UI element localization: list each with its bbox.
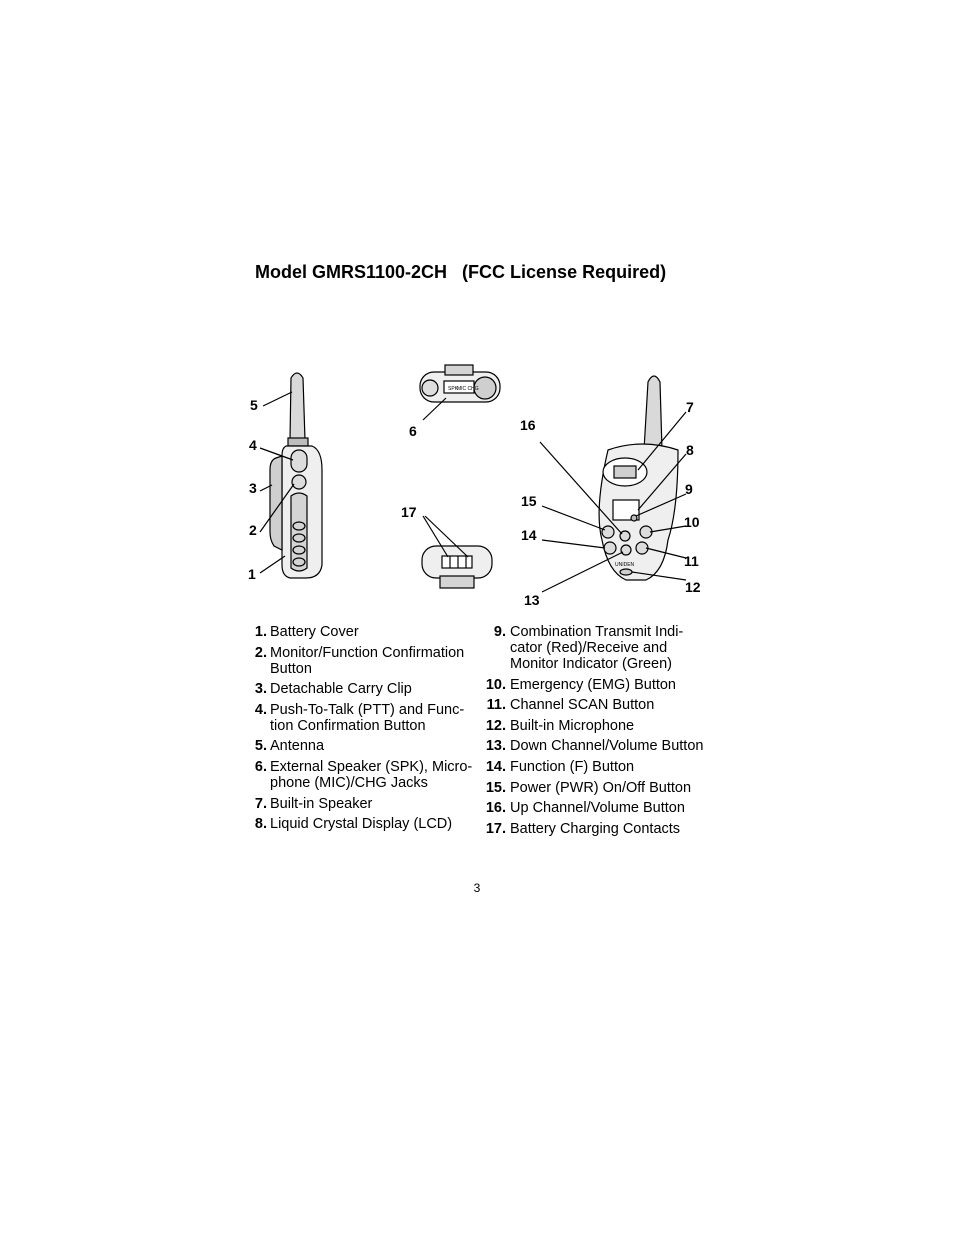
callout-14: 14 <box>521 527 537 543</box>
part-item-5: 5. Antenna <box>254 738 325 755</box>
front-view <box>540 376 686 592</box>
callout-16: 16 <box>520 417 536 433</box>
microphone <box>620 569 632 575</box>
part-item-10: 10. Emergency (EMG) Button <box>485 676 676 693</box>
bottom-view <box>422 516 492 588</box>
part-item-4: 4. Push-To-Talk (PTT) and Func-tion Confirmation Button <box>254 701 465 734</box>
radio-illustration <box>230 360 730 620</box>
top-view-clip <box>445 365 473 375</box>
leader-line-15 <box>542 506 605 530</box>
part-item-7: 7. Built-in Speaker <box>254 795 373 812</box>
side-antenna-base <box>288 438 308 446</box>
callout-5: 5 <box>250 397 258 413</box>
charging-contacts <box>442 556 472 568</box>
callout-1: 1 <box>248 566 256 582</box>
radio-diagram <box>230 360 730 620</box>
part-item-6: 6. External Speaker (SPK), Micro-phone (MIC)/CHG Jacks <box>254 758 473 791</box>
monitor-button <box>292 475 306 489</box>
f-button <box>604 542 616 554</box>
callout-9: 9 <box>685 481 693 497</box>
brand-label: UNIDEN <box>615 562 635 568</box>
part-item-8: 8. Liquid Crystal Display (LCD) <box>254 816 453 833</box>
part-item-11: 11. Channel SCAN Button <box>486 697 655 714</box>
part-item-13: 13. Down Channel/Volume Button <box>485 738 704 755</box>
part-item-1: 1. Battery Cover <box>254 624 359 640</box>
part-item-17: 17. Battery Charging Contacts <box>485 820 681 837</box>
part-item-2: 2. Monitor/Function Confirmation Button <box>254 644 465 677</box>
part-item-14: 14. Function (F) Button <box>485 758 635 775</box>
side-grip <box>291 493 307 571</box>
top-view <box>420 365 500 420</box>
mic-chg-jack-label: MIC CHG <box>457 386 479 392</box>
parts-list-left <box>248 624 484 837</box>
pwr-button <box>602 526 614 538</box>
parts-list-right <box>484 624 709 841</box>
up-button <box>620 531 630 541</box>
part-item-9: 9. Combination Transmit Indi-cator (Red)/Receive and Monitor Indicator (Green) <box>493 624 684 672</box>
ptt-button <box>291 450 307 472</box>
callout-13: 13 <box>524 592 540 608</box>
speaker-slot <box>614 466 636 478</box>
callout-8: 8 <box>686 442 694 458</box>
callout-2: 2 <box>249 522 257 538</box>
part-item-12: 12. Built-in Microphone <box>485 717 635 734</box>
side-antenna <box>290 373 305 440</box>
callout-10: 10 <box>684 514 700 530</box>
part-item-15: 15. Power (PWR) On/Off Button <box>485 779 692 796</box>
leader-line-13 <box>542 552 623 592</box>
callout-12: 12 <box>685 579 701 595</box>
bottom-view-stand <box>440 576 474 588</box>
part-item-16: 16. Up Channel/Volume Button <box>485 800 685 817</box>
front-antenna <box>644 376 662 450</box>
callout-6: 6 <box>409 423 417 439</box>
callout-7: 7 <box>686 399 694 415</box>
top-view-knob <box>422 380 438 396</box>
callout-15: 15 <box>521 493 537 509</box>
page-number: 3 <box>473 881 481 895</box>
callout-17: 17 <box>401 504 417 520</box>
spk-jack-label: SPK <box>448 386 459 392</box>
callout-4: 4 <box>249 437 257 453</box>
leader-line-14 <box>542 540 605 548</box>
part-item-3: 3. Detachable Carry Clip <box>254 681 412 698</box>
callout-11: 11 <box>684 553 699 569</box>
down-button <box>621 545 631 555</box>
callout-3: 3 <box>249 480 257 496</box>
page-title: Model GMRS1100-2CH (FCC License Required) <box>255 262 667 282</box>
